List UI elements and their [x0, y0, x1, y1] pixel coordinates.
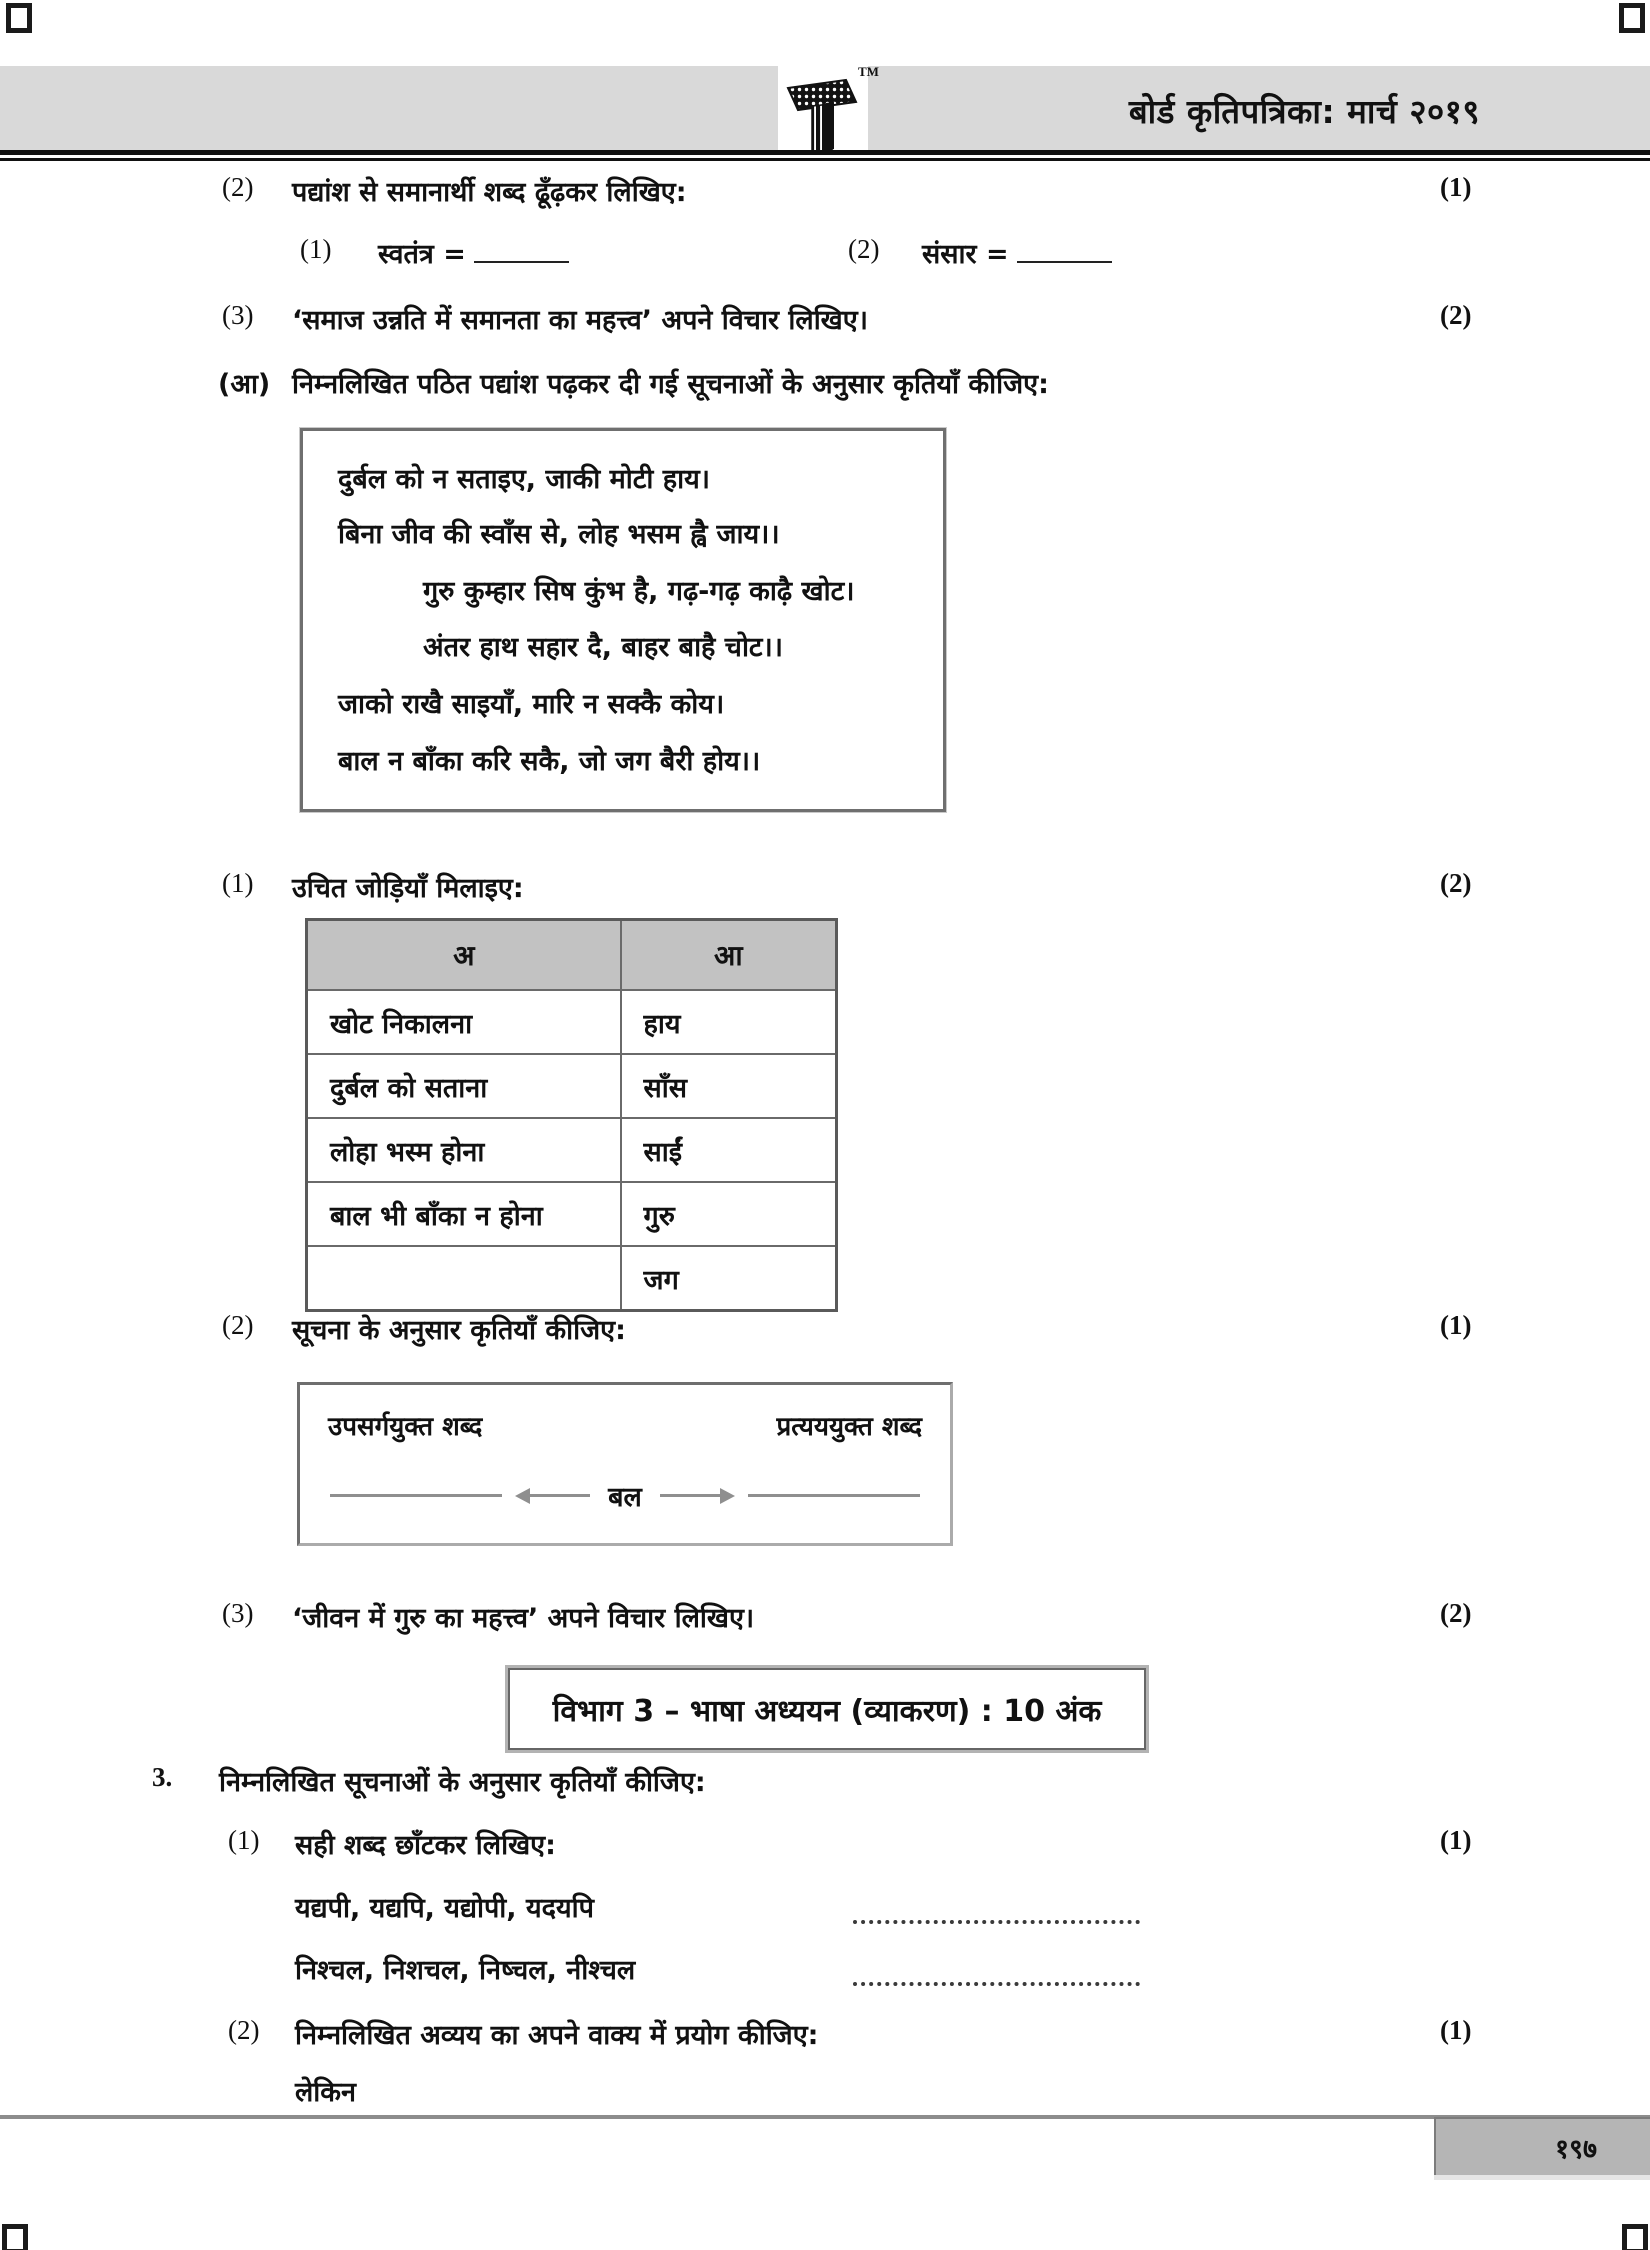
question-row	[0, 172, 1650, 214]
question-number: (2)	[222, 1310, 254, 1340]
question-number: (3)	[222, 300, 254, 330]
root-word: बल	[608, 1482, 642, 1513]
word-formation-box	[297, 1382, 953, 1546]
arrow-left-icon	[515, 1488, 590, 1504]
question-text: निम्नलिखित सूचनाओं के अनुसार कृतियाँ कीजिए:	[219, 1767, 706, 1798]
question-number: (2)	[222, 172, 254, 202]
dotted-answer-line	[853, 1888, 1140, 1924]
cell-b: जग	[621, 1246, 837, 1311]
cell-b: गुरु	[621, 1182, 837, 1246]
page-number: १९७	[1554, 2133, 1598, 2165]
cell-b: साँस	[621, 1054, 837, 1118]
section-text: निम्नलिखित पठित पद्यांश पढ़कर दी गई सूचनाओं के अनुसार कृतियाँ कीजिए:	[292, 369, 1049, 400]
section-number: (आ)	[218, 369, 271, 400]
question-row	[0, 868, 1650, 910]
given-word: लेकिन	[295, 2077, 357, 2108]
question-row	[0, 1825, 1650, 1867]
arrow-right-icon	[660, 1488, 735, 1504]
word-options-row	[0, 1950, 1650, 1992]
table-header-row	[307, 920, 837, 991]
cell-a: खोट निकालना	[307, 990, 621, 1054]
section-banner: विभाग 3 – भाषा अध्ययन (व्याकरण) : 10 अंक	[508, 1668, 1146, 1750]
question-number: (2)	[228, 2015, 260, 2045]
question-text: ‘जीवन में गुरु का महत्त्व’ अपने विचार लिखिए।	[292, 1603, 755, 1634]
cell-a	[307, 1246, 621, 1311]
poem-line: गुरु कुम्हार सिष कुंभ है, गढ़-गढ़ काढ़ै खोट।	[423, 576, 855, 607]
registration-mark	[1622, 2224, 1648, 2250]
table-row	[307, 1118, 837, 1182]
word-row	[0, 2072, 1650, 2114]
table-row	[307, 1182, 837, 1246]
marks-badge: (2)	[1440, 868, 1472, 898]
marks-badge: (1)	[1440, 172, 1472, 202]
fill-item	[922, 234, 1112, 271]
registration-mark	[1619, 3, 1645, 33]
question-number: (1)	[228, 1825, 260, 1855]
question-text: सूचना के अनुसार कृतियाँ कीजिए:	[292, 1315, 626, 1346]
cell-b: साईं	[621, 1118, 837, 1182]
question-row	[0, 2015, 1650, 2057]
marks-badge: (1)	[1440, 1310, 1472, 1340]
fill-label: स्वतंत्र =	[378, 239, 466, 270]
marks-badge: (2)	[1440, 1598, 1472, 1628]
question-text: उचित जोड़ियाँ मिलाइए:	[292, 873, 524, 904]
dotted-answer-line	[853, 1950, 1140, 1986]
trademark-label: TM	[858, 64, 879, 79]
question-number: (3)	[222, 1598, 254, 1628]
table-row	[307, 1054, 837, 1118]
footer-divider	[0, 2115, 1650, 2119]
column-header-b: आ	[621, 920, 837, 991]
poem-line: दुर्बल को न सताइए, जाकी मोटी हाय।	[338, 464, 710, 495]
question-row	[0, 300, 1650, 342]
answer-line	[330, 1494, 502, 1497]
table-row	[307, 1246, 837, 1311]
question-text: निम्नलिखित अव्यय का अपने वाक्य में प्रयोग कीजिए:	[295, 2020, 819, 2051]
poem-line: जाको राखै साइयाँ, मारि न सक्कै कोय।	[338, 689, 725, 720]
question-text: ‘समाज उन्नति में समानता का महत्त्व’ अपने विचार लिखिए।	[292, 305, 868, 336]
header-band	[0, 66, 778, 150]
question-number: (1)	[222, 868, 254, 898]
header-divider	[0, 150, 1650, 161]
fill-in-row	[0, 234, 1650, 276]
sub-number: (2)	[848, 234, 880, 264]
registration-mark	[6, 3, 32, 33]
question-number: 3.	[152, 1762, 173, 1792]
prefix-label: उपसर्गयुक्त शब्द	[328, 1412, 483, 1442]
marks-badge: (1)	[1440, 2015, 1472, 2045]
cell-b: हाय	[621, 990, 837, 1054]
cell-a: लोहा भस्म होना	[307, 1118, 621, 1182]
word-formation-labels	[300, 1407, 950, 1443]
marks-badge: (2)	[1440, 300, 1472, 330]
answer-blank	[474, 241, 569, 263]
question-text: सही शब्द छाँटकर लिखिए:	[295, 1830, 556, 1861]
match-pairs-table	[305, 918, 838, 1312]
poem-line: बाल न बाँका करि सकै, जो जग बैरी होय।।	[338, 746, 761, 777]
section-row	[0, 364, 1650, 406]
question-row	[0, 1598, 1650, 1640]
sub-number: (1)	[300, 234, 332, 264]
question-row	[0, 1310, 1650, 1352]
word-formation-diagram	[300, 1477, 950, 1514]
answer-blank	[1017, 241, 1112, 263]
question-row	[0, 1762, 1650, 1804]
cell-a: दुर्बल को सताना	[307, 1054, 621, 1118]
page-number-box	[1434, 2117, 1650, 2175]
suffix-label: प्रत्यययुक्त शब्द	[776, 1412, 922, 1442]
registration-mark	[2, 2224, 28, 2250]
poem-passage-box	[300, 428, 946, 812]
page-header-title: बोर्ड कृतिपत्रिका: मार्च २०१९	[1128, 92, 1480, 131]
answer-line	[748, 1494, 920, 1497]
poem-line: अंतर हाथ सहार दै, बाहर बाहै चोट।।	[423, 632, 784, 663]
fill-label: संसार =	[922, 239, 1009, 270]
word-options-row	[0, 1888, 1650, 1930]
word-options: यद्यपी, यद्यपि, यद्योपी, यदयपि	[295, 1893, 594, 1924]
publisher-logo-icon	[782, 64, 879, 152]
column-header-a: अ	[307, 920, 621, 991]
cell-a: बाल भी बाँका न होना	[307, 1182, 621, 1246]
fill-item	[378, 234, 569, 271]
poem-line: बिना जीव की स्वाँस से, लोह भसम ह्वै जाय।।	[338, 519, 780, 550]
word-options: निश्चल, निशचल, निष्चल, नीश्चल	[295, 1955, 636, 1986]
table-row	[307, 990, 837, 1054]
marks-badge: (1)	[1440, 1825, 1472, 1855]
question-text: पद्यांश से समानार्थी शब्द ढूँढ़कर लिखिए:	[292, 177, 687, 208]
